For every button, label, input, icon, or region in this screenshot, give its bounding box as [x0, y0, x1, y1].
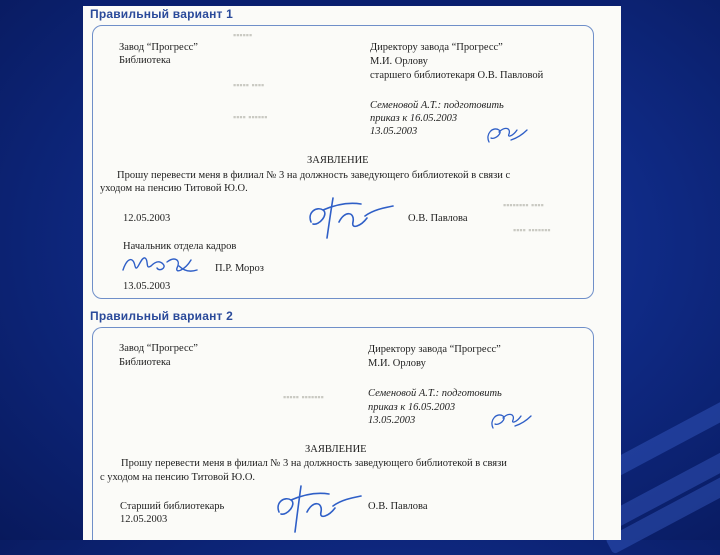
variant1-title: ЗАЯВЛЕНИЕ	[307, 155, 369, 166]
bleed-through-text: ▪▪▪▪▪▪	[233, 30, 253, 40]
variant1-approver-name: П.Р. Мороз	[215, 263, 264, 274]
variant1-body-line2: уходом на пенсию Титовой Ю.О.	[100, 183, 248, 194]
variant1-addressee-line3: старшего библиотекаря О.В. Павловой	[370, 70, 544, 81]
variant2-dept: Библиотека	[119, 357, 171, 368]
variant2-applicant-signature	[271, 480, 366, 535]
variant1-approver-date: 13.05.2003	[123, 281, 171, 292]
variant1-addressee-line2: М.И. Орлову	[370, 56, 428, 67]
bleed-through-text: ▪▪▪▪▪ ▪▪▪▪	[233, 80, 265, 90]
variant2-addressee-line2: М.И. Орлову	[368, 358, 426, 369]
variant1-director-signature	[481, 120, 531, 150]
variant2-resolution-line1: Семеновой А.Т.: подготовить	[368, 388, 502, 399]
variant1-applicant-signature	[303, 192, 398, 242]
variant1-addressee-line1: Директору завода “Прогресс”	[370, 42, 503, 53]
variant1-org: Завод “Прогресс”	[119, 42, 198, 53]
variant2-signer: О.В. Павлова	[368, 501, 428, 512]
variant2-heading: Правильный вариант 2	[90, 309, 233, 323]
variant2-resolution-date: 13.05.2003	[368, 415, 416, 426]
bleed-through-text: ▪▪▪▪▪▪▪▪ ▪▪▪▪	[503, 200, 544, 210]
document-scan	[83, 0, 621, 540]
variant1-body-line1: Прошу перевести меня в филиал № 3 на должность заведующего библиотекой в связи с	[117, 170, 511, 181]
variant1-resolution-line1: Семеновой А.Т.: подготовить	[370, 100, 504, 111]
variant1-signer: О.В. Павлова	[408, 213, 468, 224]
variant2-body-line2: с уходом на пенсию Титовой Ю.О.	[100, 472, 256, 483]
variant2-position: Старший библиотекарь	[120, 501, 225, 512]
variant1-approver-signature	[119, 248, 199, 280]
variant1-heading: Правильный вариант 1	[90, 7, 233, 21]
variant1-dept: Библиотека	[119, 55, 171, 66]
variant2-title: ЗАЯВЛЕНИЕ	[305, 444, 367, 455]
variant2-resolution-line2: приказ к 16.05.2003	[368, 402, 456, 413]
variant2-date: 12.05.2003	[120, 514, 168, 525]
bleed-through-text: ▪▪▪▪ ▪▪▪▪▪▪	[233, 112, 268, 122]
variant2-body-line1: Прошу перевести меня в филиал № 3 на должность заведующего библиотекой в связи	[121, 458, 507, 469]
variant1-resolution-date: 13.05.2003	[370, 126, 418, 137]
variant2-addressee-line1: Директору завода “Прогресс”	[368, 344, 501, 355]
document-top-edge	[83, 0, 621, 6]
variant2-org: Завод “Прогресс”	[119, 343, 198, 354]
variant1-resolution-line2: приказ к 16.05.2003	[370, 113, 458, 124]
variant1-approver-title: Начальник отдела кадров	[123, 241, 237, 252]
bleed-through-text: ▪▪▪▪ ▪▪▪▪▪▪▪	[513, 225, 551, 235]
variant1-date: 12.05.2003	[123, 213, 171, 224]
variant2-director-signature	[485, 406, 535, 436]
bleed-through-text: ▪▪▪▪▪ ▪▪▪▪▪▪▪	[283, 392, 324, 402]
